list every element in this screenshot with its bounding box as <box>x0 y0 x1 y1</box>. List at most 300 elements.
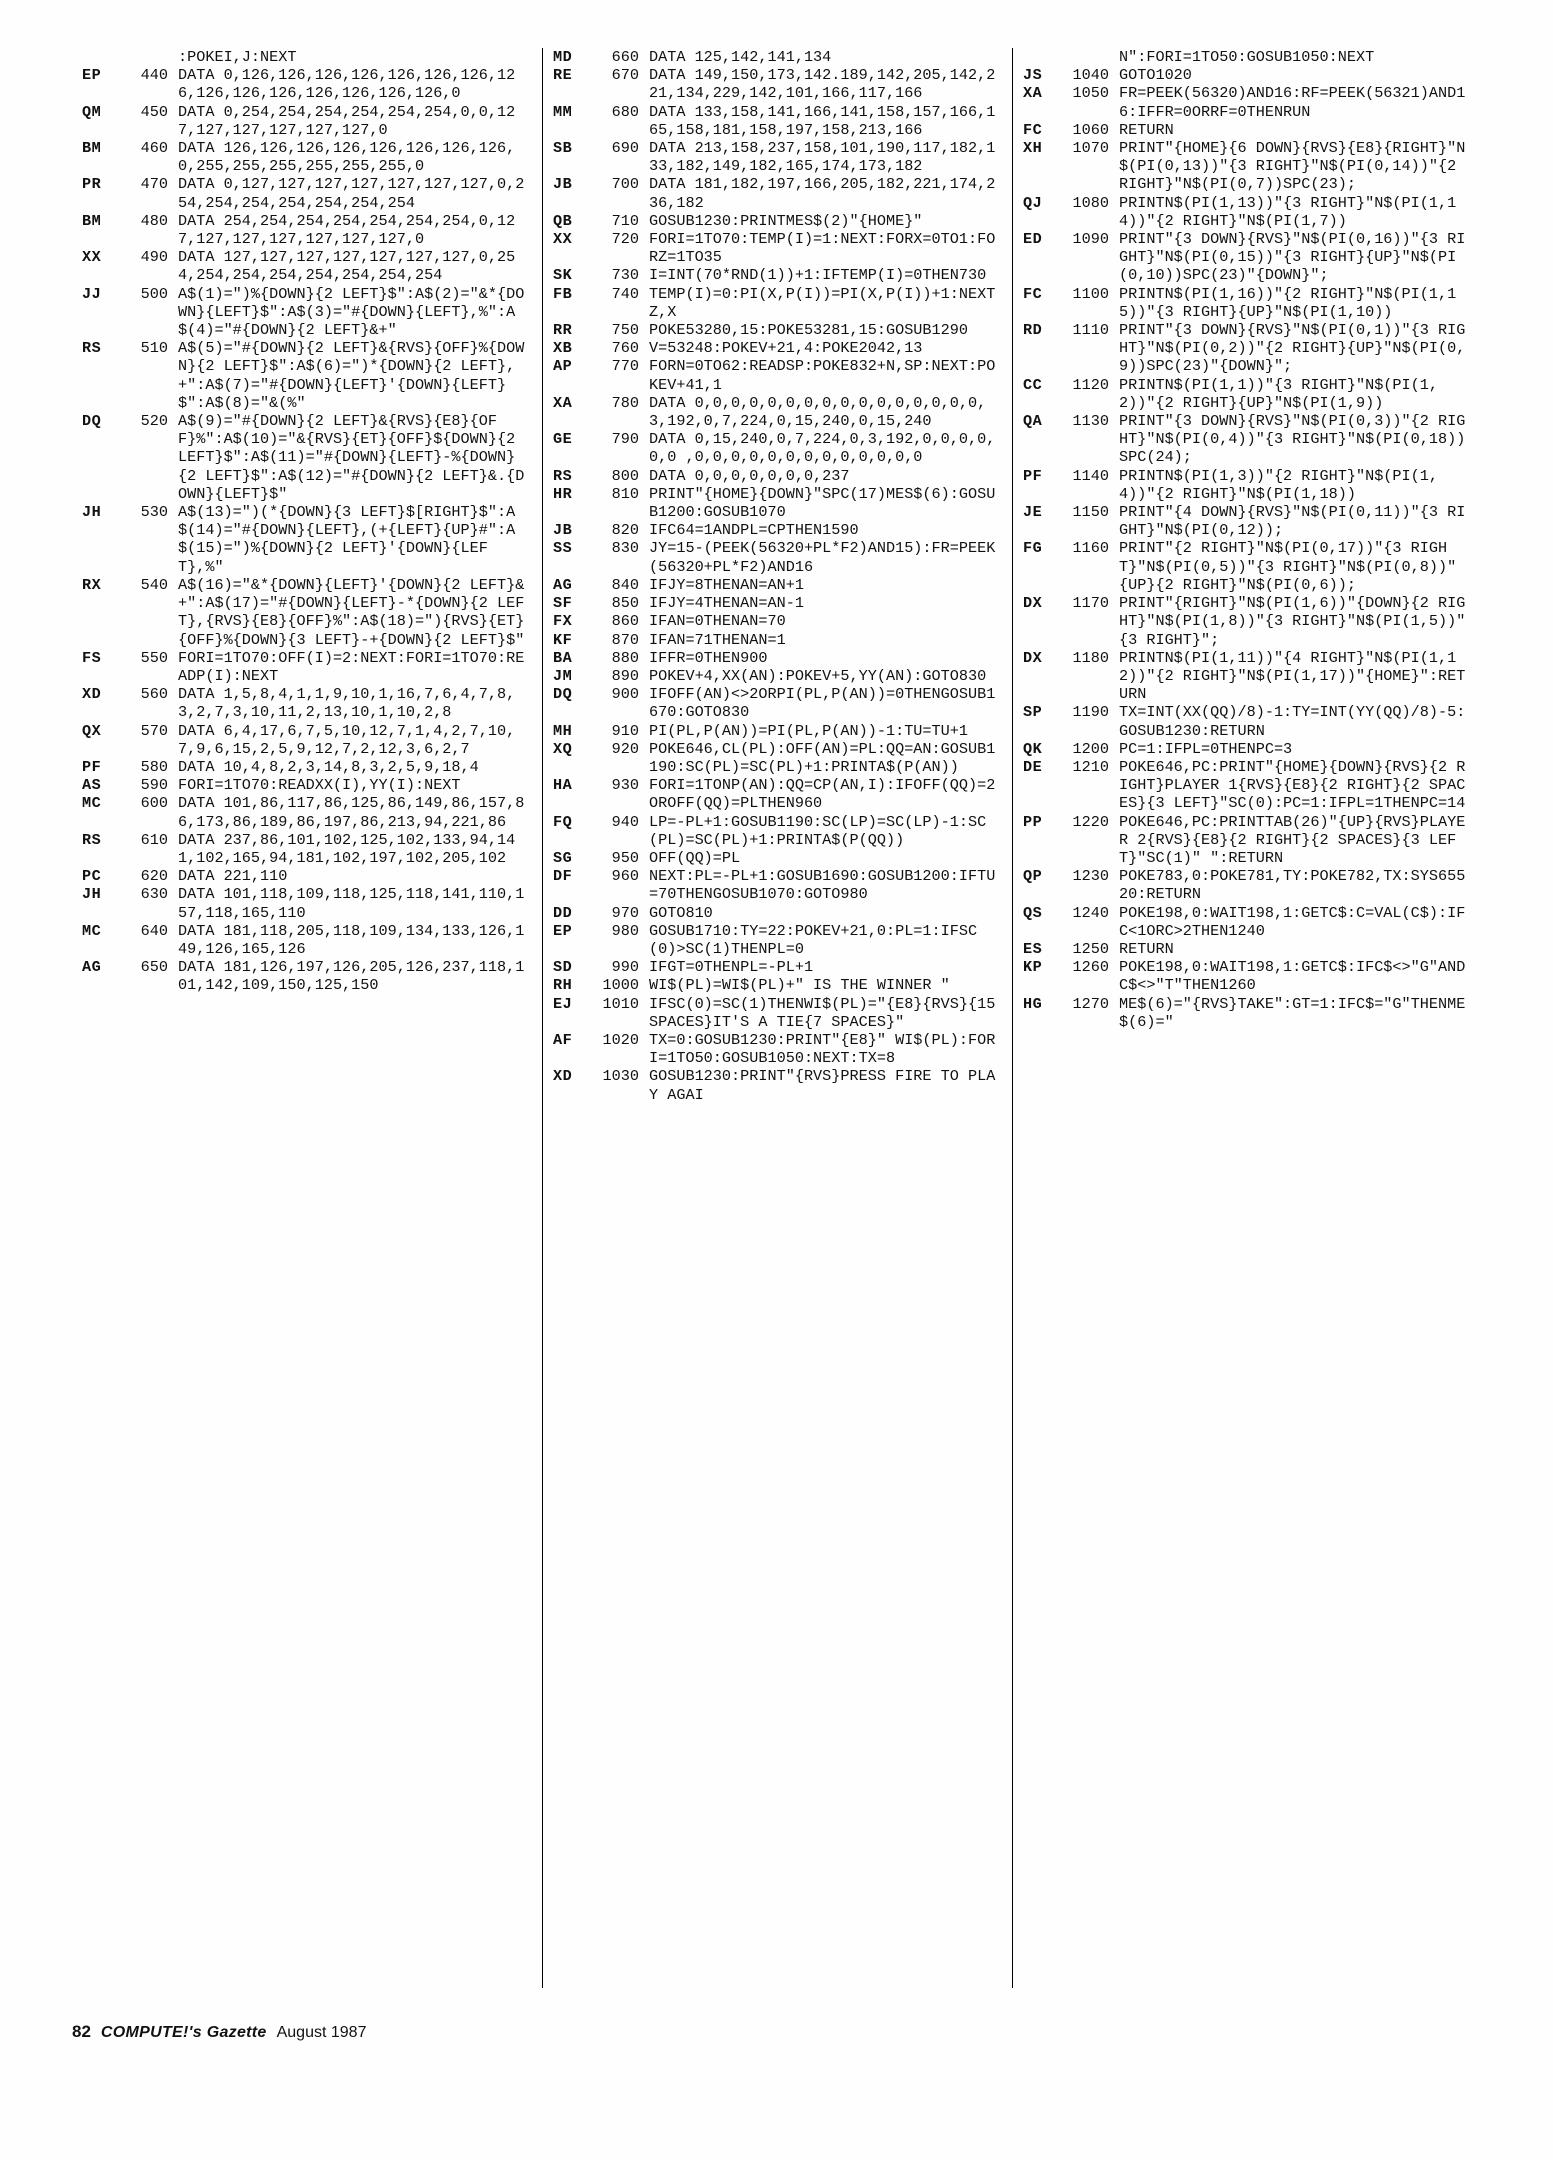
line-code: GOTO810 <box>649 903 713 922</box>
line-code: WI$(PL)=WI$(PL)+" IS THE WINNER " <box>649 976 950 995</box>
checksum-code: DQ <box>82 412 102 431</box>
checksum-code: RS <box>82 830 102 849</box>
program-line <box>553 994 1005 1031</box>
program-line <box>1023 376 1472 412</box>
program-line <box>82 576 532 649</box>
program-line <box>82 139 532 175</box>
line-number: 1130 <box>1072 412 1109 431</box>
line-number: 920 <box>611 739 639 758</box>
line-code: DATA 0,15,240,0,7,224,0,3,192,0,0,0,0,0,0 ,0,0,0,0,0,0,0,0,0,0,0,0,0 <box>649 430 996 467</box>
line-code: A$(1)=")%{DOWN}{2 LEFT}$":A$(2)="&*{DOWN}{LEFT}$":A$(3)="#{DOWN}{LEFT},%":A$(4)="#{DOWN}{2 LEFT}&+" <box>178 284 525 340</box>
line-number: 590 <box>140 776 168 795</box>
checksum-code: JB <box>553 521 573 540</box>
line-number: 870 <box>611 630 639 649</box>
line-code: PRINT"{HOME}{6 DOWN}{RVS}{E8}{RIGHT}"N$(PI(0,13))"{3 RIGHT}"N$(PI(0,14))"{2 RIGHT}"N$(PI(0,7))SPC(23); <box>1119 139 1466 194</box>
line-number: 740 <box>611 284 639 303</box>
program-line <box>82 958 532 994</box>
program-line <box>1023 940 1472 958</box>
line-number: 850 <box>611 594 639 613</box>
line-number: 1230 <box>1072 867 1109 886</box>
program-line <box>1023 194 1472 230</box>
checksum-code: KF <box>553 630 573 649</box>
checksum-code: ED <box>1023 230 1043 249</box>
checksum-code: FX <box>553 612 573 631</box>
line-number: 570 <box>140 721 168 740</box>
checksum-code: QK <box>1023 739 1043 758</box>
line-code: POKE646,PC:PRINTTAB(26)"{UP}{RVS}PLAYER 2{RVS}{E8}{2 RIGHT}{2 SPACES}{3 LEFT}"SC(1)" ":RETURN <box>1119 812 1466 867</box>
line-number: 1020 <box>602 1030 639 1049</box>
program-line <box>82 685 532 721</box>
line-number: 670 <box>611 66 639 85</box>
checksum-code: QS <box>1023 903 1043 922</box>
checksum-code: AP <box>553 357 573 376</box>
line-code: NEXT:PL=-PL+1:GOSUB1690:GOSUB1200:IFTU=70THENGOSUB1070:GOTO980 <box>649 867 996 904</box>
line-number: 1250 <box>1072 939 1109 958</box>
program-line <box>553 594 1002 612</box>
program-line <box>1023 230 1472 285</box>
program-line <box>82 503 532 576</box>
line-number: 440 <box>140 66 168 85</box>
line-number: 460 <box>140 139 168 158</box>
line-number: 1080 <box>1072 193 1109 212</box>
program-line <box>553 285 1002 321</box>
checksum-code: XA <box>553 393 573 412</box>
line-code: DATA 1,5,8,4,1,1,9,10,1,16,7,6,4,7,8,3,2,7,3,10,11,2,13,10,1,10,2,8 <box>178 685 516 722</box>
program-line <box>553 1031 1002 1067</box>
line-number: 910 <box>611 721 639 740</box>
program-line <box>553 48 1002 66</box>
program-line <box>553 722 1002 740</box>
line-number: 480 <box>140 211 168 230</box>
checksum-code: SG <box>553 848 573 867</box>
checksum-code: RH <box>553 976 573 995</box>
line-number: 720 <box>611 230 639 249</box>
checksum-code: PF <box>82 757 102 776</box>
checksum-code: SB <box>553 139 573 158</box>
program-line <box>1023 740 1472 758</box>
checksum-code: JM <box>553 666 573 685</box>
line-code: IFC64=1ANDPL=CPTHEN1590 <box>649 521 859 540</box>
line-code: DATA 0,127,127,127,127,127,127,127,0,254,254,254,254,254,254,254 <box>178 175 525 212</box>
line-number: 880 <box>611 648 639 667</box>
line-code: GOSUB1230:PRINTMES$(2)"{HOME}" <box>649 211 923 230</box>
line-code: POKE198,0:WAIT198,1:GETC$:C=VAL(C$):IFC<1ORC>2THEN1240 <box>1119 903 1466 940</box>
program-line <box>82 885 532 921</box>
program-line <box>553 430 1002 466</box>
program-line <box>82 867 532 885</box>
line-code: LP=-PL+1:GOSUB1190:SC(LP)=SC(LP)-1:SC(PL)=SC(PL)+1:PRINTA$(P(QQ)) <box>649 812 987 849</box>
program-line <box>553 976 1002 994</box>
checksum-code: MC <box>82 794 102 813</box>
program-line <box>553 66 1002 102</box>
program-line <box>82 831 532 867</box>
checksum-code: AF <box>553 1030 573 1049</box>
checksum-code: PF <box>1023 466 1043 485</box>
line-number: 1140 <box>1072 466 1109 485</box>
line-number: 1100 <box>1072 284 1109 303</box>
checksum-code: DX <box>1023 648 1043 667</box>
checksum-code: DD <box>553 903 573 922</box>
line-number: 820 <box>611 521 639 540</box>
footer-issue-date: August 1987 <box>276 2024 367 2041</box>
line-code: DATA 126,126,126,126,126,126,126,126,0,255,255,255,255,255,255,0 <box>178 139 516 176</box>
line-number: 1210 <box>1072 757 1109 776</box>
line-code: A$(9)="#{DOWN}{2 LEFT}&{RVS}{E8}{OFF}%":A$(10)="&{RVS}{ET}{OFF}${DOWN}{2 LEFT}$":A$(11)="#{DOWN}{LEFT}-%{DOWN}{2 LEFT}$":A$(12)="#{DOWN}{2 LEFT}&.{DOWN}{LEFT}$" <box>178 412 525 503</box>
line-code: IFSC(0)=SC(1)THENWI$(PL)="{E8}{RVS}{15 SPACES}IT'S A TIE{7 SPACES}" <box>649 994 1005 1031</box>
line-number: 640 <box>140 921 168 940</box>
line-code: PRINTN$(PI(1,1))"{3 RIGHT}"N$(PI(1,2))"{2 RIGHT}{UP}"N$(PI(1,9)) <box>1119 375 1438 412</box>
checksum-code: EJ <box>553 994 573 1013</box>
checksum-code: QM <box>82 102 102 121</box>
program-line <box>1023 467 1472 503</box>
program-line <box>1023 285 1472 321</box>
line-number: 1060 <box>1072 120 1109 139</box>
line-code: GOSUB1710:TY=22:POKEV+21,0:PL=1:IFSC(0)>SC(1)THENPL=0 <box>649 921 978 958</box>
line-code: JY=15-(PEEK(56320+PL*F2)AND15):FR=PEEK(56320+PL*F2)AND16 <box>649 539 996 576</box>
program-line <box>1023 121 1472 139</box>
program-line <box>1023 867 1472 903</box>
program-line <box>553 394 1002 430</box>
line-number: 1180 <box>1072 648 1109 667</box>
line-number: 630 <box>140 885 168 904</box>
checksum-code: MH <box>553 721 573 740</box>
checksum-code: HA <box>553 776 573 795</box>
checksum-code: XD <box>553 1067 573 1086</box>
program-line <box>82 285 532 340</box>
checksum-code: MM <box>553 102 573 121</box>
checksum-code: QJ <box>1023 193 1043 212</box>
listing-column <box>1012 48 1482 1988</box>
page-footer <box>72 2022 1484 2042</box>
checksum-code: FS <box>82 648 102 667</box>
line-code: IFGT=0THENPL=-PL+1 <box>649 958 814 977</box>
line-code: PRINT"{HOME}{DOWN}"SPC(17)MES$(6):GOSUB1200:GOSUB1070 <box>649 484 996 522</box>
checksum-code: GE <box>553 430 573 449</box>
line-number: 970 <box>611 903 639 922</box>
line-code: V=53248:POKEV+21,4:POKE2042,13 <box>649 339 923 358</box>
program-line <box>553 612 1002 630</box>
checksum-code: BM <box>82 211 102 230</box>
checksum-code: SF <box>553 594 573 613</box>
program-line <box>1023 594 1472 649</box>
line-code: DATA 101,86,117,86,125,86,149,86,157,86,173,86,189,86,197,86,213,94,221,86 <box>178 794 525 831</box>
line-number: 560 <box>140 685 168 704</box>
line-code: DATA 101,118,109,118,125,118,141,110,157,118,165,110 <box>178 885 525 922</box>
line-number: 1150 <box>1072 503 1109 522</box>
line-number: 1070 <box>1072 139 1109 158</box>
line-number: 550 <box>140 648 168 667</box>
line-code: DATA 125,142,141,134 <box>649 48 832 66</box>
line-number: 730 <box>611 266 639 285</box>
checksum-code: CC <box>1023 375 1043 394</box>
line-code: A$(16)="&*{DOWN}{LEFT}'{DOWN}{2 LEFT}&+":A$(17)="#{DOWN}{LEFT}-*{DOWN}{2 LEFT},{RVS}{E8}{OFF}%":A$(18)="){RVS}{ET}{OFF}%{DOWN}{3 LEFT}-+{DOWN}{2 LEFT}$" <box>178 575 525 649</box>
line-code: TX=0:GOSUB1230:PRINT"{E8}" WI$(PL):FORI=1TO50:GOSUB1050:NEXT:TX=8 <box>649 1030 996 1068</box>
line-code: GOTO1020 <box>1119 66 1192 85</box>
program-line <box>553 139 1002 175</box>
line-number: 650 <box>140 958 168 977</box>
checksum-code: SS <box>553 539 573 558</box>
checksum-code: SD <box>553 958 573 977</box>
listing-column <box>542 48 1012 1988</box>
line-code: OFF(QQ)=PL <box>649 848 741 867</box>
checksum-code: XB <box>553 339 573 358</box>
program-line <box>1023 139 1472 194</box>
program-line <box>553 175 1002 211</box>
program-line <box>82 175 532 211</box>
line-number: 930 <box>611 776 639 795</box>
line-code: FORI=1TO70:OFF(I)=2:NEXT:FORI=1TO70:READP(I):NEXT <box>178 648 525 685</box>
line-code: DATA 0,126,126,126,126,126,126,126,126,126,126,126,126,126,126,126,0 <box>178 66 516 103</box>
line-code: DATA 0,0,0,0,0,0,0,237 <box>649 466 850 485</box>
checksum-code: XX <box>553 230 573 249</box>
line-code: PRINT"{RIGHT}"N$(PI(1,6))"{DOWN}{2 RIGHT}"N$(PI(1,8))"{3 RIGHT}"N$(PI(1,5))"{3 RIGHT}"; <box>1119 594 1466 649</box>
program-line <box>82 776 532 794</box>
line-code: FORI=1TONP(AN):QQ=CP(AN,I):IFOFF(QQ)=2OROFF(QQ)=PLTHEN960 <box>649 776 996 813</box>
checksum-code: JJ <box>82 284 102 303</box>
checksum-code: FQ <box>553 812 573 831</box>
line-code: PRINTN$(PI(1,3))"{2 RIGHT}"N$(PI(1,4))"{2 RIGHT}"N$(PI(1,18)) <box>1119 466 1438 503</box>
program-line <box>82 48 532 66</box>
program-line <box>553 813 1002 849</box>
checksum-code: AG <box>82 958 102 977</box>
line-number: 520 <box>140 412 168 431</box>
program-line <box>553 1067 1002 1103</box>
checksum-code: RD <box>1023 321 1043 340</box>
program-listing <box>72 48 1484 1988</box>
checksum-code: FC <box>1023 284 1043 303</box>
line-code: POKE646,PC:PRINT"{HOME}{DOWN}{RVS}{2 RIGHT}PLAYER 1{RVS}{E8}{2 RIGHT}{2 SPACES}{3 LEFT}"SC(0):PC=1:IFPL=1THENPC=14 <box>1119 757 1466 813</box>
checksum-code: RX <box>82 575 102 594</box>
program-line <box>1023 412 1472 467</box>
program-line <box>1023 958 1472 994</box>
line-number: 490 <box>140 248 168 267</box>
program-line <box>553 321 1002 339</box>
line-number: 680 <box>611 102 639 121</box>
line-code: PRINT"{4 DOWN}{RVS}"N$(PI(0,11))"{3 RIGHT}"N$(PI(0,12)); <box>1119 503 1466 540</box>
program-line <box>553 667 1002 685</box>
line-code: PRINTN$(PI(1,11))"{4 RIGHT}"N$(PI(1,12))"{2 RIGHT}"N$(PI(1,17))"{HOME}":RETURN <box>1119 648 1466 704</box>
checksum-code: QX <box>82 721 102 740</box>
program-line <box>553 740 1002 776</box>
program-line <box>1023 703 1472 739</box>
checksum-code: QB <box>553 211 573 230</box>
line-code: DATA 181,182,197,166,205,182,221,174,236,182 <box>649 175 996 212</box>
line-code: PRINT"{2 RIGHT}"N$(PI(0,17))"{3 RIGHT}"N$(PI(0,5))"{3 RIGHT}"N$(PI(0,8))"{UP}{2 RIGHT}"N$(PI(0,6)); <box>1119 539 1457 594</box>
checksum-code: HG <box>1023 994 1043 1013</box>
line-number: 800 <box>611 466 639 485</box>
program-line <box>553 904 1002 922</box>
line-code: DATA 237,86,101,102,125,102,133,94,141,102,165,94,181,102,197,102,205,102 <box>178 830 516 867</box>
checksum-code: AS <box>82 776 102 795</box>
line-code: FORI=1TO70:TEMP(I)=1:NEXT:FORX=0TO1:FORZ=1TO35 <box>649 230 996 267</box>
line-number: 750 <box>611 321 639 340</box>
line-number: 980 <box>611 921 639 940</box>
program-line <box>1023 649 1472 704</box>
program-line <box>553 467 1002 485</box>
line-code: DATA 149,150,173,142.189,142,205,142,221,134,229,142,101,166,117,166 <box>649 66 996 103</box>
line-code: POKE646,CL(PL):OFF(AN)=PL:QQ=AN:GOSUB1190:SC(PL)=SC(PL)+1:PRINTA$(P(AN)) <box>649 739 996 776</box>
line-number: 830 <box>611 539 639 558</box>
checksum-code: XA <box>1023 84 1043 103</box>
program-line <box>1023 503 1472 539</box>
program-line <box>82 339 532 412</box>
program-line <box>553 576 1002 594</box>
checksum-code: RS <box>82 339 102 358</box>
line-number: 1170 <box>1072 594 1109 613</box>
line-number: 1270 <box>1072 994 1109 1013</box>
footer-magazine-name: COMPUTE!'s Gazette <box>100 2024 267 2041</box>
checksum-code: FB <box>553 284 573 303</box>
line-code: TEMP(I)=0:PI(X,P(I))=PI(X,P(I))+1:NEXTZ,X <box>649 284 996 321</box>
line-number: 1240 <box>1072 903 1109 922</box>
line-code: RETURN <box>1119 939 1174 958</box>
line-code: DATA 0,254,254,254,254,254,254,0,0,127,127,127,127,127,127,0 <box>178 102 516 139</box>
line-code: PRINT"{3 DOWN}{RVS}"N$(PI(0,3))"{2 RIGHT}"N$(PI(0,4))"{3 RIGHT}"N$(PI(0,18))SPC(24); <box>1119 412 1466 467</box>
line-number: 1090 <box>1072 230 1109 249</box>
line-code: PRINT"{3 DOWN}{RVS}"N$(PI(0,16))"{3 RIGHT}"N$(PI(0,15))"{3 RIGHT}{UP}"N$(PI(0,10))SPC(23)"{DOWN}"; <box>1119 230 1466 285</box>
line-code: DATA 181,126,197,126,205,126,237,118,101,142,109,150,125,150 <box>178 958 525 995</box>
program-line <box>82 722 532 758</box>
checksum-code: JE <box>1023 503 1043 522</box>
checksum-code: DE <box>1023 757 1043 776</box>
line-number: 900 <box>611 685 639 704</box>
checksum-code: FG <box>1023 539 1043 558</box>
line-number: 510 <box>140 339 168 358</box>
program-line <box>1023 66 1472 84</box>
checksum-code: XH <box>1023 139 1043 158</box>
checksum-code: RR <box>553 321 573 340</box>
line-number: 1160 <box>1072 539 1109 558</box>
line-number: 500 <box>140 284 168 303</box>
line-code: DATA 10,4,8,2,3,14,8,3,2,5,9,18,4 <box>178 757 479 776</box>
line-code: A$(13)=")(*{DOWN}{3 LEFT}$[RIGHT}$":A$(14)="#{DOWN}{LEFT},(+{LEFT}{UP}#":A$(15)=")%{DOWN}{2 LEFT}'{DOWN}{LEFT},%" <box>178 503 516 576</box>
line-number: 540 <box>140 575 168 594</box>
program-line <box>553 631 1002 649</box>
checksum-code: MD <box>553 48 573 66</box>
checksum-code: SK <box>553 266 573 285</box>
line-number: 760 <box>611 339 639 358</box>
checksum-code: XQ <box>553 739 573 758</box>
program-line <box>1023 48 1472 66</box>
line-number: 1260 <box>1072 958 1109 977</box>
line-code: IFFR=0THEN900 <box>649 648 768 667</box>
checksum-code: QP <box>1023 867 1043 886</box>
checksum-code: DF <box>553 867 573 886</box>
checksum-code: EP <box>82 66 102 85</box>
line-code: GOSUB1230:PRINT"{RVS}PRESS FIRE TO PLAY AGAI <box>649 1067 996 1104</box>
line-number: 610 <box>140 830 168 849</box>
checksum-code: PR <box>82 175 102 194</box>
checksum-code: QA <box>1023 412 1043 431</box>
line-number: 990 <box>611 958 639 977</box>
program-line <box>553 521 1002 539</box>
line-number: 1030 <box>602 1067 639 1086</box>
checksum-code: FC <box>1023 120 1043 139</box>
line-number: 940 <box>611 812 639 831</box>
line-number: 1190 <box>1072 703 1109 722</box>
line-number: 1110 <box>1072 321 1109 340</box>
line-code: DATA 181,118,205,118,109,134,133,126,149,126,165,126 <box>178 921 525 958</box>
checksum-code: JB <box>553 175 573 194</box>
line-code: FORI=1TO70:READXX(I),YY(I):NEXT <box>178 776 461 795</box>
checksum-code: MC <box>82 921 102 940</box>
line-code: POKE53280,15:POKE53281,15:GOSUB1290 <box>649 321 968 340</box>
checksum-code: HR <box>553 484 573 503</box>
line-code: POKE783,0:POKE781,TY:POKE782,TX:SYS65520:RETURN <box>1119 867 1466 904</box>
line-number: 790 <box>611 430 639 449</box>
line-code: ME$(6)="{RVS}TAKE":GT=1:IFC$="G"THENME$(6)=" <box>1119 994 1466 1031</box>
program-line <box>82 103 532 139</box>
line-code: POKE198,0:WAIT198,1:GETC$:IFC$<>"G"ANDC$<>"T"THEN1260 <box>1119 958 1466 995</box>
program-line <box>553 357 1002 393</box>
line-code: DATA 127,127,127,127,127,127,127,0,254,254,254,254,254,254,254,254 <box>178 248 516 285</box>
line-code: IFJY=4THENAN=AN-1 <box>649 594 804 613</box>
checksum-code: XX <box>82 248 102 267</box>
line-number: 580 <box>140 757 168 776</box>
program-line <box>1023 904 1472 940</box>
line-number: 780 <box>611 393 639 412</box>
line-code: DATA 221,110 <box>178 867 288 886</box>
line-code: PRINT"{3 DOWN}{RVS}"N$(PI(0,1))"{3 RIGHT}"N$(PI(0,2))"{2 RIGHT}{UP}"N$(PI(0,9))SPC(23)"{DOWN}"; <box>1119 321 1466 376</box>
checksum-code: EP <box>553 921 573 940</box>
program-line <box>553 103 1002 139</box>
line-code: POKEV+4,XX(AN):POKEV+5,YY(AN):GOTO830 <box>649 666 987 685</box>
line-code: TX=INT(XX(QQ)/8)-1:TY=INT(YY(QQ)/8)-5:GOSUB1230:RETURN <box>1119 703 1466 740</box>
program-line <box>82 922 532 958</box>
listing-column <box>72 48 542 1988</box>
program-line <box>1023 539 1472 594</box>
line-code: FORN=0TO62:READSP:POKE832+N,SP:NEXT:POKEV+41,1 <box>649 357 996 394</box>
line-code: DATA 6,4,17,6,7,5,10,12,7,1,4,2,7,10,7,9,6,15,2,5,9,12,7,2,12,3,6,2,7 <box>178 721 516 758</box>
program-line <box>553 685 1002 721</box>
line-code: I=INT(70*RND(1))+1:IFTEMP(I)=0THEN730 <box>649 266 987 285</box>
program-line <box>553 922 1002 958</box>
line-number: 860 <box>611 612 639 631</box>
line-number: 710 <box>611 211 639 230</box>
program-line <box>553 485 1002 521</box>
checksum-code: PC <box>82 867 102 886</box>
line-code: :POKEI,J:NEXT <box>178 48 297 66</box>
program-line <box>553 649 1002 667</box>
line-number: 620 <box>140 867 168 886</box>
line-code: FR=PEEK(56320)AND16:RF=PEEK(56321)AND16:IFFR=0ORRF=0THENRUN <box>1119 84 1466 121</box>
footer-page-number: 82 <box>72 2022 91 2041</box>
program-line <box>1023 321 1472 376</box>
program-line <box>82 794 532 830</box>
checksum-code: RE <box>553 66 573 85</box>
program-line <box>553 339 1002 357</box>
checksum-code: AG <box>553 575 573 594</box>
program-line <box>1023 995 1472 1031</box>
line-number: 770 <box>611 357 639 376</box>
program-line <box>1023 813 1472 868</box>
line-number: 450 <box>140 102 168 121</box>
line-code: DATA 0,0,0,0,0,0,0,0,0,0,0,0,0,0,0,0,3,192,0,7,224,0,15,240,0,15,240 <box>649 393 987 431</box>
checksum-code: KP <box>1023 958 1043 977</box>
checksum-code: XD <box>82 685 102 704</box>
program-line <box>553 867 1002 903</box>
line-number: 1000 <box>602 976 639 995</box>
line-number: 950 <box>611 848 639 867</box>
line-code: PRINTN$(PI(1,13))"{3 RIGHT}"N$(PI(1,14))"{2 RIGHT}"N$(PI(1,7)) <box>1119 193 1457 230</box>
line-number: 530 <box>140 503 168 522</box>
program-line <box>553 776 1002 812</box>
line-number: 470 <box>140 175 168 194</box>
line-code: IFJY=8THENAN=AN+1 <box>649 575 804 594</box>
line-number: 960 <box>611 867 639 886</box>
line-code: IFAN=0THENAN=70 <box>649 612 786 631</box>
line-number: 1040 <box>1072 66 1109 85</box>
